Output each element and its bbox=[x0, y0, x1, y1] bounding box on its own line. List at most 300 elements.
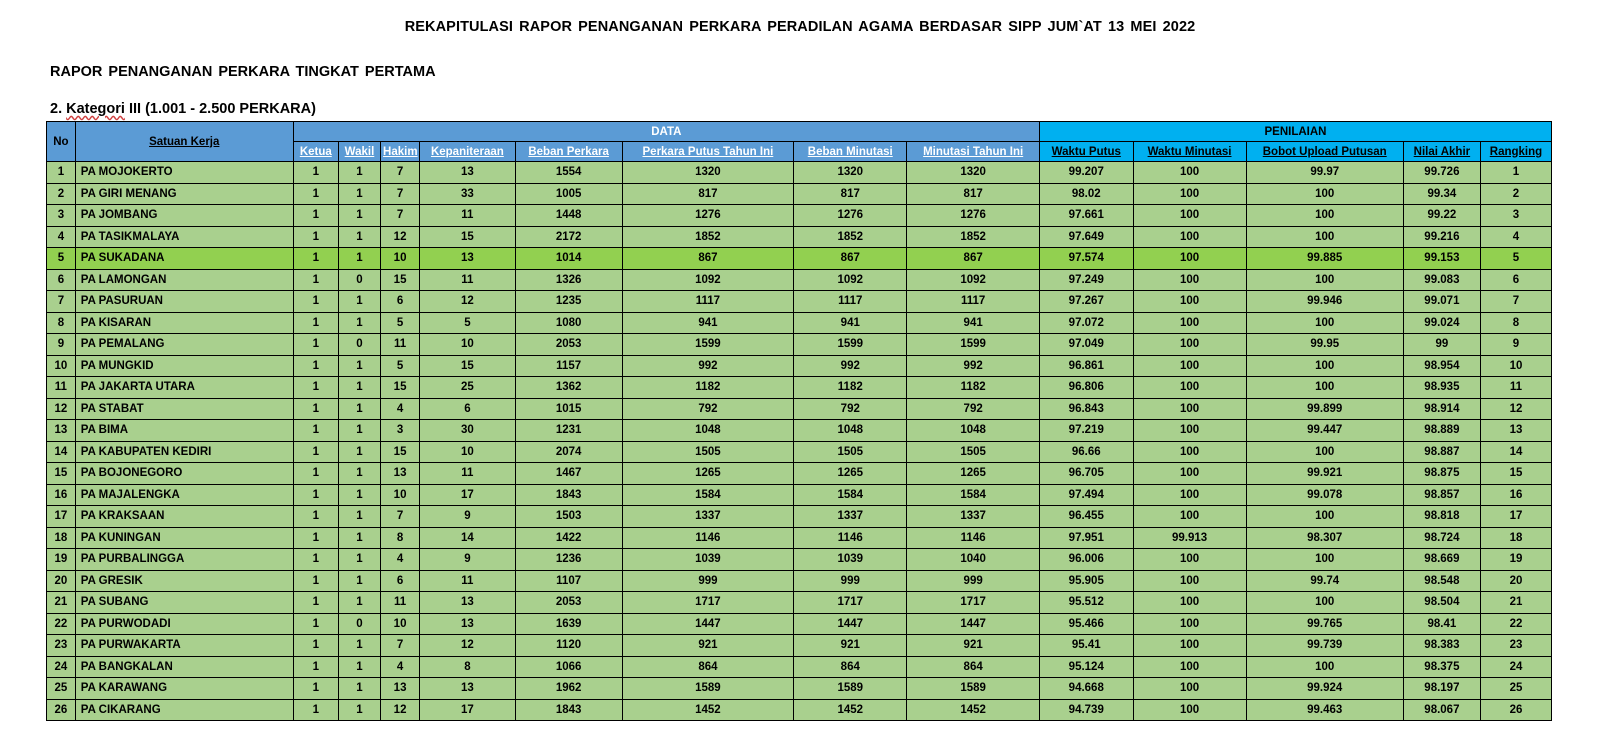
header-col-data bbox=[622, 142, 794, 162]
cell-no: 14 bbox=[47, 441, 76, 463]
table-cell: 26 bbox=[1480, 699, 1551, 721]
cell-no: 17 bbox=[47, 506, 76, 528]
table-cell: 99.34 bbox=[1403, 183, 1480, 205]
table-cell: 1 bbox=[338, 355, 380, 377]
table-cell: 100 bbox=[1133, 699, 1246, 721]
table-cell: 100 bbox=[1133, 549, 1246, 571]
table-cell: 1 bbox=[293, 699, 338, 721]
table-cell: 1 bbox=[338, 656, 380, 678]
table-cell: 99.739 bbox=[1246, 635, 1403, 657]
table-cell: 9 bbox=[420, 549, 516, 571]
header-col-data bbox=[515, 142, 622, 162]
table-cell: 1146 bbox=[622, 527, 794, 549]
table-cell: 20 bbox=[1480, 570, 1551, 592]
cell-satuan-kerja: PA BANGKALAN bbox=[75, 656, 293, 678]
table-cell: 99.078 bbox=[1246, 484, 1403, 506]
table-cell: 6 bbox=[1480, 269, 1551, 291]
table-cell: 1326 bbox=[515, 269, 622, 291]
table-row bbox=[47, 398, 1552, 420]
table-cell: 95.512 bbox=[1040, 592, 1134, 614]
table-cell: 99.924 bbox=[1246, 678, 1403, 700]
cell-satuan-kerja: PA JAKARTA UTARA bbox=[75, 377, 293, 399]
table-cell: 11 bbox=[420, 205, 516, 227]
table-cell: 1 bbox=[338, 226, 380, 248]
table-cell: 95.466 bbox=[1040, 613, 1134, 635]
table-cell: 100 bbox=[1133, 291, 1246, 313]
table-cell: 15 bbox=[420, 226, 516, 248]
table-row bbox=[47, 527, 1552, 549]
table-cell: 1852 bbox=[794, 226, 907, 248]
cell-satuan-kerja: PA PURWAKARTA bbox=[75, 635, 293, 657]
cell-no: 20 bbox=[47, 570, 76, 592]
cell-no: 9 bbox=[47, 334, 76, 356]
table-cell: 1 bbox=[1480, 162, 1551, 184]
header-col-data bbox=[338, 142, 380, 162]
table-cell: 941 bbox=[907, 312, 1040, 334]
report-table bbox=[46, 121, 1552, 721]
header-col-data bbox=[293, 142, 338, 162]
table-cell: 100 bbox=[1246, 506, 1403, 528]
table-cell: 817 bbox=[622, 183, 794, 205]
header-row-groups bbox=[47, 122, 1552, 142]
table-cell: 97.649 bbox=[1040, 226, 1134, 248]
table-cell: 1 bbox=[338, 463, 380, 485]
table-cell: 921 bbox=[622, 635, 794, 657]
table-cell: 1422 bbox=[515, 527, 622, 549]
table-cell: 99.083 bbox=[1403, 269, 1480, 291]
table-row bbox=[47, 248, 1552, 270]
table-cell: 12 bbox=[381, 226, 420, 248]
table-cell: 15 bbox=[381, 269, 420, 291]
cell-satuan-kerja: PA MUNGKID bbox=[75, 355, 293, 377]
table-cell: 1048 bbox=[622, 420, 794, 442]
table-cell: 100 bbox=[1133, 269, 1246, 291]
header-col-label: Perkara Putus Tahun Ini bbox=[642, 145, 774, 158]
cell-satuan-kerja: PA STABAT bbox=[75, 398, 293, 420]
table-cell: 10 bbox=[1480, 355, 1551, 377]
table-cell: 1092 bbox=[794, 269, 907, 291]
table-cell: 33 bbox=[420, 183, 516, 205]
cell-no: 1 bbox=[47, 162, 76, 184]
table-cell: 99.946 bbox=[1246, 291, 1403, 313]
table-cell: 1048 bbox=[907, 420, 1040, 442]
table-cell: 864 bbox=[622, 656, 794, 678]
table-cell: 10 bbox=[381, 248, 420, 270]
table-cell: 992 bbox=[794, 355, 907, 377]
category-word: Kategori bbox=[66, 101, 125, 117]
table-cell: 99.071 bbox=[1403, 291, 1480, 313]
table-cell: 792 bbox=[622, 398, 794, 420]
cell-no: 21 bbox=[47, 592, 76, 614]
cell-satuan-kerja: PA KARAWANG bbox=[75, 678, 293, 700]
table-cell: 1276 bbox=[907, 205, 1040, 227]
table-cell: 1092 bbox=[622, 269, 794, 291]
table-cell: 11 bbox=[420, 463, 516, 485]
table-cell: 100 bbox=[1133, 183, 1246, 205]
table-cell: 96.806 bbox=[1040, 377, 1134, 399]
table-cell: 94.739 bbox=[1040, 699, 1134, 721]
table-cell: 1 bbox=[293, 441, 338, 463]
header-col-label: Beban Minutasi bbox=[807, 145, 893, 158]
table-cell: 13 bbox=[420, 162, 516, 184]
table-cell: 100 bbox=[1133, 334, 1246, 356]
table-cell: 1 bbox=[293, 291, 338, 313]
table-body bbox=[47, 162, 1552, 721]
table-cell: 1320 bbox=[622, 162, 794, 184]
table-cell: 1080 bbox=[515, 312, 622, 334]
table-cell: 17 bbox=[420, 699, 516, 721]
table-cell: 1 bbox=[338, 377, 380, 399]
cell-satuan-kerja: PA TASIKMALAYA bbox=[75, 226, 293, 248]
table-cell: 11 bbox=[381, 334, 420, 356]
table-cell: 1265 bbox=[794, 463, 907, 485]
header-col-label: Ketua bbox=[299, 145, 332, 158]
table-cell: 15 bbox=[381, 441, 420, 463]
table-cell: 2074 bbox=[515, 441, 622, 463]
table-cell: 98.307 bbox=[1246, 527, 1403, 549]
table-cell: 98.02 bbox=[1040, 183, 1134, 205]
cell-no: 13 bbox=[47, 420, 76, 442]
table-cell: 100 bbox=[1133, 592, 1246, 614]
table-cell: 100 bbox=[1246, 205, 1403, 227]
table-cell: 7 bbox=[381, 162, 420, 184]
table-cell: 12 bbox=[1480, 398, 1551, 420]
table-cell: 1 bbox=[338, 183, 380, 205]
table-cell: 792 bbox=[794, 398, 907, 420]
table-cell: 100 bbox=[1246, 656, 1403, 678]
table-cell: 99.921 bbox=[1246, 463, 1403, 485]
table-cell: 1 bbox=[338, 205, 380, 227]
table-cell: 7 bbox=[381, 635, 420, 657]
table-cell: 1599 bbox=[907, 334, 1040, 356]
table-cell: 100 bbox=[1133, 678, 1246, 700]
cell-satuan-kerja: PA GIRI MENANG bbox=[75, 183, 293, 205]
table-cell: 1066 bbox=[515, 656, 622, 678]
table-cell: 921 bbox=[794, 635, 907, 657]
table-row bbox=[47, 269, 1552, 291]
table-row bbox=[47, 312, 1552, 334]
table-cell: 5 bbox=[381, 355, 420, 377]
table-cell: 1 bbox=[293, 377, 338, 399]
table-cell: 1117 bbox=[622, 291, 794, 313]
category-range: III (1.001 - 2.500 PERKARA) bbox=[124, 101, 316, 117]
table-cell: 2172 bbox=[515, 226, 622, 248]
table-cell: 999 bbox=[622, 570, 794, 592]
table-cell: 96.843 bbox=[1040, 398, 1134, 420]
table-row bbox=[47, 484, 1552, 506]
report-subtitle: RAPOR PENANGANAN PERKARA TINGKAT PERTAMA bbox=[50, 64, 436, 80]
table-cell: 16 bbox=[1480, 484, 1551, 506]
table-cell: 1236 bbox=[515, 549, 622, 571]
table-cell: 7 bbox=[381, 506, 420, 528]
table-cell: 19 bbox=[1480, 549, 1551, 571]
table-cell: 1 bbox=[338, 162, 380, 184]
table-cell: 1 bbox=[338, 484, 380, 506]
table-cell: 6 bbox=[420, 398, 516, 420]
table-row bbox=[47, 570, 1552, 592]
table-cell: 10 bbox=[381, 484, 420, 506]
cell-satuan-kerja: PA PURWODADI bbox=[75, 613, 293, 635]
table-cell: 1 bbox=[338, 291, 380, 313]
table-cell: 1182 bbox=[907, 377, 1040, 399]
table-cell: 99.216 bbox=[1403, 226, 1480, 248]
header-col-penilaian bbox=[1246, 142, 1403, 162]
table-cell: 96.455 bbox=[1040, 506, 1134, 528]
table-cell: 100 bbox=[1133, 248, 1246, 270]
table-cell: 1040 bbox=[907, 549, 1040, 571]
table-cell: 1235 bbox=[515, 291, 622, 313]
header-col-data bbox=[794, 142, 907, 162]
table-cell: 10 bbox=[381, 613, 420, 635]
cell-no: 2 bbox=[47, 183, 76, 205]
table-cell: 1117 bbox=[907, 291, 1040, 313]
table-cell: 98.818 bbox=[1403, 506, 1480, 528]
table-cell: 1503 bbox=[515, 506, 622, 528]
table-row bbox=[47, 656, 1552, 678]
table-cell: 21 bbox=[1480, 592, 1551, 614]
table-cell: 99.885 bbox=[1246, 248, 1403, 270]
cell-no: 6 bbox=[47, 269, 76, 291]
table-cell: 941 bbox=[622, 312, 794, 334]
table-cell: 1 bbox=[293, 269, 338, 291]
table-cell: 1 bbox=[338, 312, 380, 334]
table-cell: 13 bbox=[381, 463, 420, 485]
cell-satuan-kerja: PA MAJALENGKA bbox=[75, 484, 293, 506]
table-cell: 1146 bbox=[794, 527, 907, 549]
table-cell: 3 bbox=[381, 420, 420, 442]
table-cell: 22 bbox=[1480, 613, 1551, 635]
table-cell: 1717 bbox=[907, 592, 1040, 614]
header-col-label: Hakim bbox=[383, 145, 418, 158]
table-cell: 1589 bbox=[622, 678, 794, 700]
table-cell: 100 bbox=[1246, 312, 1403, 334]
table-cell: 100 bbox=[1133, 226, 1246, 248]
table-cell: 1452 bbox=[907, 699, 1040, 721]
table-cell: 97.049 bbox=[1040, 334, 1134, 356]
table-cell: 98.41 bbox=[1403, 613, 1480, 635]
table-cell: 1467 bbox=[515, 463, 622, 485]
table-cell: 13 bbox=[420, 678, 516, 700]
table-cell: 96.705 bbox=[1040, 463, 1134, 485]
cell-satuan-kerja: PA KABUPATEN KEDIRI bbox=[75, 441, 293, 463]
table-cell: 1362 bbox=[515, 377, 622, 399]
table-cell: 100 bbox=[1133, 570, 1246, 592]
table-cell: 1 bbox=[338, 592, 380, 614]
table-cell: 992 bbox=[907, 355, 1040, 377]
table-cell: 9 bbox=[420, 506, 516, 528]
table-cell: 99.97 bbox=[1246, 162, 1403, 184]
table-cell: 8 bbox=[381, 527, 420, 549]
table-cell: 100 bbox=[1133, 484, 1246, 506]
header-col-label: Waktu Putus bbox=[1051, 145, 1121, 158]
table-cell: 100 bbox=[1133, 398, 1246, 420]
cell-satuan-kerja: PA SUKADANA bbox=[75, 248, 293, 270]
table-row bbox=[47, 549, 1552, 571]
table-cell: 1505 bbox=[794, 441, 907, 463]
table-cell: 2053 bbox=[515, 334, 622, 356]
table-row bbox=[47, 162, 1552, 184]
table-cell: 4 bbox=[1480, 226, 1551, 248]
table-cell: 25 bbox=[420, 377, 516, 399]
table-cell: 1039 bbox=[794, 549, 907, 571]
table-cell: 13 bbox=[420, 613, 516, 635]
table-cell: 1589 bbox=[794, 678, 907, 700]
table-cell: 1265 bbox=[622, 463, 794, 485]
table-cell: 100 bbox=[1246, 355, 1403, 377]
table-cell: 1852 bbox=[622, 226, 794, 248]
table-cell: 1 bbox=[293, 183, 338, 205]
table-cell: 1448 bbox=[515, 205, 622, 227]
table-cell: 1447 bbox=[794, 613, 907, 635]
table-cell: 1048 bbox=[794, 420, 907, 442]
table-cell: 1120 bbox=[515, 635, 622, 657]
table-cell: 1092 bbox=[907, 269, 1040, 291]
table-cell: 0 bbox=[338, 613, 380, 635]
table-cell: 0 bbox=[338, 269, 380, 291]
table-cell: 98.887 bbox=[1403, 441, 1480, 463]
table-cell: 999 bbox=[794, 570, 907, 592]
table-cell: 98.669 bbox=[1403, 549, 1480, 571]
cell-satuan-kerja: PA MOJOKERTO bbox=[75, 162, 293, 184]
cell-no: 22 bbox=[47, 613, 76, 635]
table-cell: 99.765 bbox=[1246, 613, 1403, 635]
table-row bbox=[47, 506, 1552, 528]
table-cell: 1 bbox=[293, 463, 338, 485]
cell-satuan-kerja: PA SUBANG bbox=[75, 592, 293, 614]
table-cell: 1337 bbox=[622, 506, 794, 528]
table-cell: 864 bbox=[907, 656, 1040, 678]
table-cell: 1 bbox=[293, 398, 338, 420]
cell-satuan-kerja: PA KUNINGAN bbox=[75, 527, 293, 549]
table-cell: 100 bbox=[1133, 205, 1246, 227]
table-cell: 11 bbox=[381, 592, 420, 614]
table-cell: 100 bbox=[1133, 463, 1246, 485]
table-cell: 867 bbox=[622, 248, 794, 270]
table-cell: 99 bbox=[1403, 334, 1480, 356]
table-cell: 6 bbox=[381, 291, 420, 313]
cell-no: 12 bbox=[47, 398, 76, 420]
table-cell: 1015 bbox=[515, 398, 622, 420]
table-cell: 98.504 bbox=[1403, 592, 1480, 614]
table-cell: 1 bbox=[293, 527, 338, 549]
table-cell: 99.447 bbox=[1246, 420, 1403, 442]
table-cell: 1146 bbox=[907, 527, 1040, 549]
category-prefix: 2. bbox=[50, 101, 63, 117]
header-col-label: Nilai Akhir bbox=[1413, 145, 1471, 158]
table-cell: 98.935 bbox=[1403, 377, 1480, 399]
table-cell: 97.219 bbox=[1040, 420, 1134, 442]
header-col-penilaian bbox=[1040, 142, 1134, 162]
table-cell: 98.383 bbox=[1403, 635, 1480, 657]
table-row bbox=[47, 183, 1552, 205]
table-cell: 1852 bbox=[907, 226, 1040, 248]
table-cell: 4 bbox=[381, 549, 420, 571]
table-row bbox=[47, 441, 1552, 463]
category-title bbox=[50, 101, 316, 117]
table-cell: 98.724 bbox=[1403, 527, 1480, 549]
table-cell: 10 bbox=[420, 441, 516, 463]
table-cell: 6 bbox=[381, 570, 420, 592]
table-cell: 1452 bbox=[794, 699, 907, 721]
cell-no: 19 bbox=[47, 549, 76, 571]
header-col-label: Waktu Minutasi bbox=[1147, 145, 1232, 158]
header-col-label: Minutasi Tahun Ini bbox=[923, 145, 1024, 158]
table-cell: 97.661 bbox=[1040, 205, 1134, 227]
table-cell: 1 bbox=[293, 312, 338, 334]
table-cell: 1157 bbox=[515, 355, 622, 377]
table-cell: 941 bbox=[794, 312, 907, 334]
table-cell: 1182 bbox=[794, 377, 907, 399]
header-col-label: Kepaniteraan bbox=[430, 145, 504, 158]
table-cell: 96.66 bbox=[1040, 441, 1134, 463]
table-cell: 13 bbox=[420, 248, 516, 270]
cell-no: 23 bbox=[47, 635, 76, 657]
table-cell: 98.548 bbox=[1403, 570, 1480, 592]
table-cell: 1 bbox=[338, 699, 380, 721]
table-cell: 1 bbox=[293, 635, 338, 657]
cell-no: 26 bbox=[47, 699, 76, 721]
table-cell: 1962 bbox=[515, 678, 622, 700]
table-cell: 1 bbox=[338, 398, 380, 420]
table-cell: 5 bbox=[1480, 248, 1551, 270]
table-cell: 100 bbox=[1133, 312, 1246, 334]
table-cell: 98.067 bbox=[1403, 699, 1480, 721]
table-cell: 100 bbox=[1133, 635, 1246, 657]
cell-no: 16 bbox=[47, 484, 76, 506]
table-cell: 1717 bbox=[794, 592, 907, 614]
table-cell: 98.875 bbox=[1403, 463, 1480, 485]
table-row bbox=[47, 635, 1552, 657]
table-cell: 97.494 bbox=[1040, 484, 1134, 506]
table-cell: 100 bbox=[1246, 441, 1403, 463]
table-cell: 97.951 bbox=[1040, 527, 1134, 549]
table-cell: 1 bbox=[293, 248, 338, 270]
table-cell: 98.954 bbox=[1403, 355, 1480, 377]
cell-no: 11 bbox=[47, 377, 76, 399]
table-cell: 1 bbox=[338, 248, 380, 270]
table-cell: 1 bbox=[293, 613, 338, 635]
table-row bbox=[47, 205, 1552, 227]
table-cell: 98.889 bbox=[1403, 420, 1480, 442]
table-cell: 13 bbox=[420, 592, 516, 614]
cell-satuan-kerja: PA PEMALANG bbox=[75, 334, 293, 356]
table-cell: 99.95 bbox=[1246, 334, 1403, 356]
table-cell: 1 bbox=[338, 506, 380, 528]
table-cell: 1117 bbox=[794, 291, 907, 313]
cell-satuan-kerja: PA JOMBANG bbox=[75, 205, 293, 227]
cell-no: 3 bbox=[47, 205, 76, 227]
table-cell: 7 bbox=[1480, 291, 1551, 313]
table-cell: 1 bbox=[293, 226, 338, 248]
table-cell: 1 bbox=[338, 420, 380, 442]
cell-satuan-kerja: PA BIMA bbox=[75, 420, 293, 442]
table-cell: 100 bbox=[1133, 613, 1246, 635]
table-cell: 99.74 bbox=[1246, 570, 1403, 592]
table-cell: 1 bbox=[293, 484, 338, 506]
table-cell: 9 bbox=[1480, 334, 1551, 356]
table-cell: 1231 bbox=[515, 420, 622, 442]
table-cell: 1182 bbox=[622, 377, 794, 399]
table-cell: 1265 bbox=[907, 463, 1040, 485]
table-cell: 10 bbox=[420, 334, 516, 356]
table-cell: 1 bbox=[293, 656, 338, 678]
table-cell: 11 bbox=[420, 269, 516, 291]
table-cell: 0 bbox=[338, 334, 380, 356]
table-cell: 14 bbox=[420, 527, 516, 549]
table-cell: 1276 bbox=[622, 205, 794, 227]
table-row bbox=[47, 592, 1552, 614]
table-cell: 97.267 bbox=[1040, 291, 1134, 313]
